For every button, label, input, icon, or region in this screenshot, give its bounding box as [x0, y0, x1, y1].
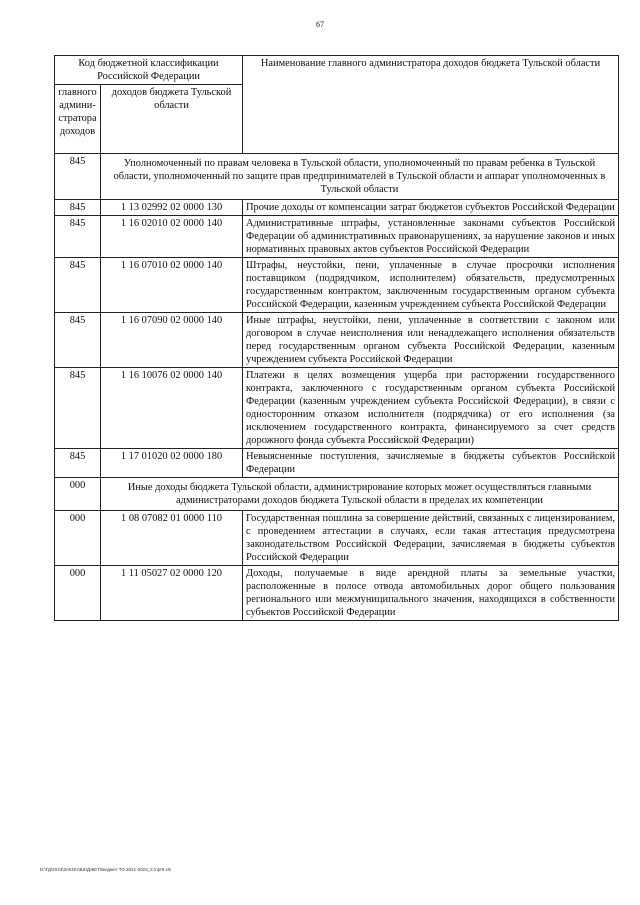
section-title: Иные доходы бюджета Тульской области, администрирование которых может осуществляться главными администраторами доходов бюджета Тульской области в пределах их компетенции [101, 478, 619, 511]
table-row [55, 258, 619, 313]
table-row [55, 368, 619, 449]
income-name: Штрафы, неустойки, пени, уплаченные в случае просрочки исполнения поставщиком (подрядчиком, исполнителем) обязательств, предусмотренных государственным контрактом, заключенным государственным органом субъекта Российской Федерации, казенным учреждением субъекта Российской Федерации [243, 258, 619, 313]
income-code: 1 16 10076 02 0000 140 [101, 368, 243, 449]
header-name-group: Наименование главного администратора доходов бюджета Тульской области [243, 56, 619, 154]
admin-code: 845 [55, 449, 101, 478]
table-header-row [55, 56, 619, 85]
admin-code: 845 [55, 258, 101, 313]
table-row [55, 313, 619, 368]
table-row [55, 566, 619, 621]
file-path-footer: D:\ГД\2023\ЗАКОН\БЮДЖЕТ\Бюджет ТО 2021-2023_3 \r\pr9.xls [40, 867, 172, 872]
income-name: Государственная пошлина за совершение действий, связанных с лицензированием, с проведением аттестации в случаях, если такая аттестация предусмотрена законодательством Российской Федерации, зачисляемая в бюджеты субъектов Российской Федерации [243, 511, 619, 566]
admin-code: 000 [55, 566, 101, 621]
admin-code: 845 [55, 368, 101, 449]
income-code: 1 08 07082 01 0000 110 [101, 511, 243, 566]
income-name: Невыясненные поступления, зачисляемые в бюджеты субъектов Российской Федерации [243, 449, 619, 478]
header-income-col: доходов бюджета Тульской области [101, 85, 243, 154]
admin-code: 845 [55, 154, 101, 200]
admin-code: 000 [55, 511, 101, 566]
income-name: Прочие доходы от компенсации затрат бюджетов субъектов Российской Федерации [243, 200, 619, 216]
table-row [55, 449, 619, 478]
admin-code: 845 [55, 216, 101, 258]
admin-code: 845 [55, 200, 101, 216]
income-code: 1 16 07010 02 0000 140 [101, 258, 243, 313]
table-row [55, 154, 619, 200]
header-code-group: Код бюджетной классификации Российской Федерации [55, 56, 243, 85]
income-code: 1 11 05027 02 0000 120 [101, 566, 243, 621]
admin-code: 845 [55, 313, 101, 368]
income-administrators-table [54, 55, 619, 621]
table-row [55, 511, 619, 566]
page-number: 67 [316, 20, 324, 29]
table-row [55, 478, 619, 511]
income-name: Доходы, получаемые в виде арендной платы за земельные участки, расположенные в полосе отвода автомобильных дорог общего пользования регионального или межмуниципального значения, находящихся в собственности субъектов Российской Федерации [243, 566, 619, 621]
income-name: Платежи в целях возмещения ущерба при расторжении государственного контракта, заключенного с государственным органом субъекта Российской Федерации (казенным учреждением субъекта Российской Федерации), в связи с односторонним отказом исполнителя (подрядчика) от его исполнения (за исключением государственного контракта, финансируемого за счет средств дорожного фонда субъекта Российской Федерации) [243, 368, 619, 449]
section-title: Уполномоченный по правам человека в Тульской области, уполномоченный по правам ребенка в Тульской области, уполномоченный по защите прав предпринимателей в Тульской области и аппарат уполномоченных в Тульской области [101, 154, 619, 200]
income-code: 1 17 01020 02 0000 180 [101, 449, 243, 478]
income-name: Административные штрафы, установленные законами субъектов Российской Федерации об административных правонарушениях, за нарушение законов и иных нормативных правовых актов субъектов Российской Федерации [243, 216, 619, 258]
income-code: 1 13 02992 02 0000 130 [101, 200, 243, 216]
income-code: 1 16 07090 02 0000 140 [101, 313, 243, 368]
income-name: Иные штрафы, неустойки, пени, уплаченные в соответствии с законом или договором в случае неисполнения или ненадлежащего исполнения обязательств перед государственным органом субъекта Российской Федерации, казенным учреждением субъекта Российской Федерации [243, 313, 619, 368]
header-admin-col: главного админи-стратора доходов [55, 85, 101, 154]
income-code: 1 16 02010 02 0000 140 [101, 216, 243, 258]
admin-code: 000 [55, 478, 101, 511]
table-row [55, 200, 619, 216]
table-row [55, 216, 619, 258]
